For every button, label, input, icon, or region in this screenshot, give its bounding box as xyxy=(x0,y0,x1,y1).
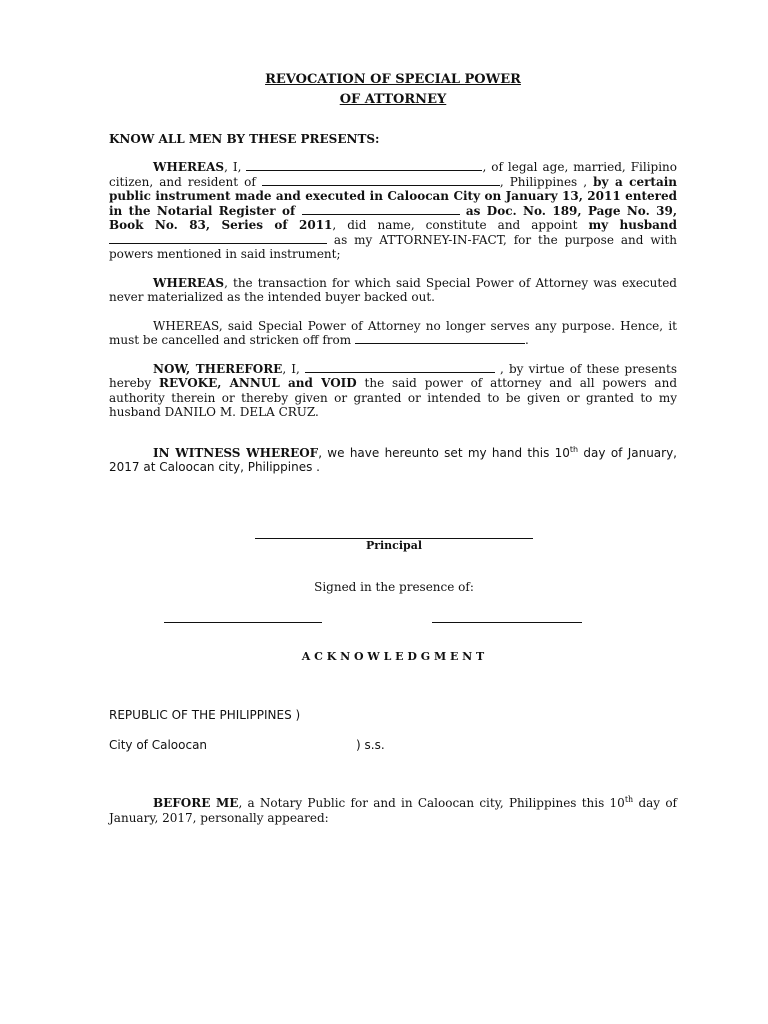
before-me-paragraph xyxy=(109,796,677,825)
p1-text-a: , I, xyxy=(224,160,247,174)
signed-presence-text: Signed in the presence of: xyxy=(314,580,474,594)
p1-text-d: by a certain public instrument made and executed in Caloocan City on January 13, 2011 entered in the Notarial Register of xyxy=(109,174,678,218)
p5-ordinal: th xyxy=(569,444,579,454)
p3-text-b: . xyxy=(524,333,529,347)
p1-text-b: , of legal age, married, Filipino citizen, and resident of xyxy=(109,160,678,189)
principal-label: Principal xyxy=(365,539,423,552)
city-line: City of Caloocan xyxy=(109,738,208,752)
know-all-men-heading: KNOW ALL MEN BY THESE PRESENTS: xyxy=(109,132,380,146)
whereas-paragraph-1 xyxy=(109,160,677,262)
p6-ordinal: th xyxy=(624,795,634,804)
witness-2-signature-line[interactable] xyxy=(432,622,582,623)
p6-text-a: , a Notary Public for and in Caloocan city, Philippines this 10 xyxy=(238,796,625,810)
revoking-party-blank[interactable] xyxy=(305,362,495,373)
ss-line: ) s.s. xyxy=(356,738,385,752)
p4-text-b: , by virtue of these presents hereby xyxy=(109,361,678,390)
p4-text-c: the said power of attorney and all powers and authority therein or thereby given or granted or intended to be given or granted to my husband DANILO M. DELA CRUZ. xyxy=(109,376,677,419)
residence-blank[interactable] xyxy=(262,175,500,186)
witness-1-signature-line[interactable] xyxy=(164,622,322,623)
p1-text-g: my husband xyxy=(588,218,677,232)
p4-text-a: , I, xyxy=(282,361,305,376)
in-witness-keyword: IN WITNESS WHEREOF xyxy=(153,445,319,460)
in-witness-paragraph xyxy=(109,446,677,475)
p1-text-c: , Philippines , xyxy=(499,174,594,189)
whereas-paragraph-2 xyxy=(109,276,677,305)
principal-name-blank[interactable] xyxy=(246,160,482,171)
republic-line: REPUBLIC OF THE PHILIPPINES ) xyxy=(109,708,301,722)
whereas-paragraph-3 xyxy=(109,319,677,348)
acknowledgment-heading: A C K N O W L E D G M E N T xyxy=(301,650,485,663)
revoke-keyword: REVOKE, ANNUL and VOID xyxy=(158,376,357,390)
document-title-line-1: REVOCATION OF SPECIAL POWER xyxy=(265,72,521,87)
p3-text-a: WHEREAS, said Special Power of Attorney no longer serves any purpose. Hence, it must be cancelled and stricken off from xyxy=(109,318,677,347)
p1-text-f: , did name, constitute and appoint xyxy=(332,218,589,232)
whereas-keyword: WHEREAS xyxy=(153,160,225,174)
register-blank[interactable] xyxy=(355,333,525,344)
now-therefore-paragraph xyxy=(109,362,677,420)
p6-text-b: day of January, 2017, personally appeared: xyxy=(109,796,677,825)
p5-text-b: day of January, 2017 at Caloocan city, Philippines . xyxy=(109,445,677,474)
notarial-register-blank[interactable] xyxy=(302,204,460,215)
whereas-keyword: WHEREAS xyxy=(153,275,225,290)
p2-text: , the transaction for which said Special Power of Attorney was executed never materialized as the intended buyer backed out. xyxy=(109,275,677,304)
husband-name-blank[interactable] xyxy=(109,233,327,244)
before-me-keyword: BEFORE ME xyxy=(153,796,239,810)
now-therefore-keyword: NOW, THEREFORE xyxy=(153,361,283,376)
p1-text-h: as my ATTORNEY-IN-FACT, for the purpose and with powers mentioned in said instrument; xyxy=(109,232,677,261)
p1-text-e: as Doc. No. 189, Page No. 39, Book No. 83, Series of 2011 xyxy=(109,203,678,232)
document-page xyxy=(109,68,677,475)
document-title-line-2: OF ATTORNEY xyxy=(339,92,447,107)
p5-text-a: , we have hereunto set my hand this 10 xyxy=(318,445,570,460)
